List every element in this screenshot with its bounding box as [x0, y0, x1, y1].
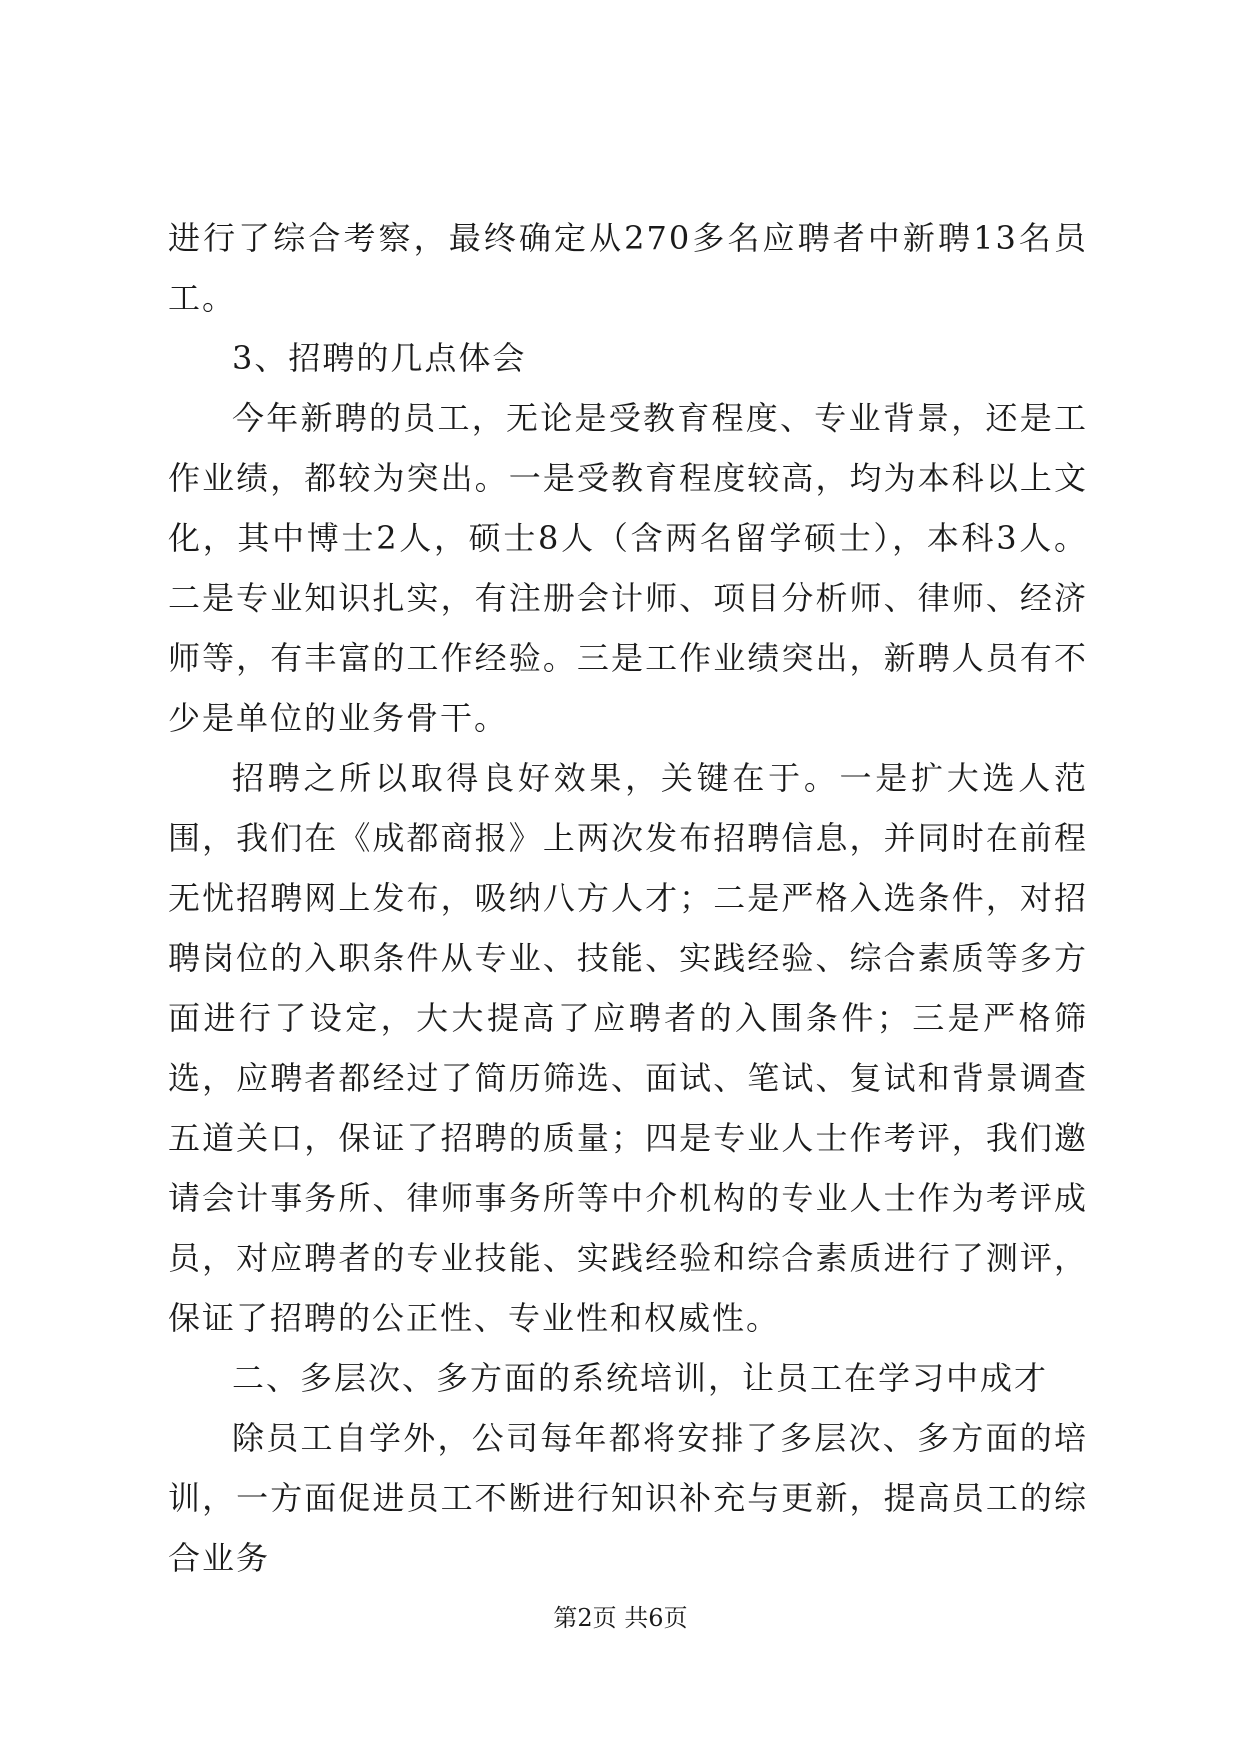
section-heading-training: 二、多层次、多方面的系统培训，让员工在学习中成才 — [232, 1359, 1049, 1397]
document-body — [168, 208, 1088, 1588]
paragraph-new-hires: 今年新聘的员工，无论是受教育程度、专业背景，还是工作业绩，都较为突出。一是受教育程度较高，均为本科以上文化，其中博士2人，硕士8人（含两名留学硕士），本科3人。二是专业知识扎实，有注册会计师、项目分析师、律师、经济师等，有丰富的工作经验。三是工作业绩突出，新聘人员有不少是单位的业务骨干。 — [168, 399, 1088, 737]
section-heading-recruitment-insights: 3、招聘的几点体会 — [232, 339, 527, 377]
paragraph-training: 除员工自学外，公司每年都将安排了多层次、多方面的培训，一方面促进员工不断进行知识补充与更新，提高员工的综合业务 — [168, 1419, 1088, 1577]
paragraph-continuation: 进行了综合考察，最终确定从270多名应聘者中新聘13名员工。 — [168, 219, 1088, 317]
paragraph-recruitment-keys: 招聘之所以取得良好效果，关键在于。一是扩大选人范围，我们在《成都商报》上两次发布招聘信息，并同时在前程无忧招聘网上发布，吸纳八方人才；二是严格入选条件，对招聘岗位的入职条件从专业、技能、实践经验、综合素质等多方面进行了设定，大大提高了应聘者的入围条件；三是严格筛选，应聘者都经过了简历筛选、面试、笔试、复试和背景调查五道关口，保证了招聘的质量；四是专业人士作考评，我们邀请会计事务所、律师事务所等中介机构的专业人士作为考评成员，对应聘者的专业技能、实践经验和综合素质进行了测评，保证了招聘的公正性、专业性和权威性。 — [168, 759, 1088, 1337]
page-number-footer: 第2页 共6页 — [553, 1604, 688, 1632]
